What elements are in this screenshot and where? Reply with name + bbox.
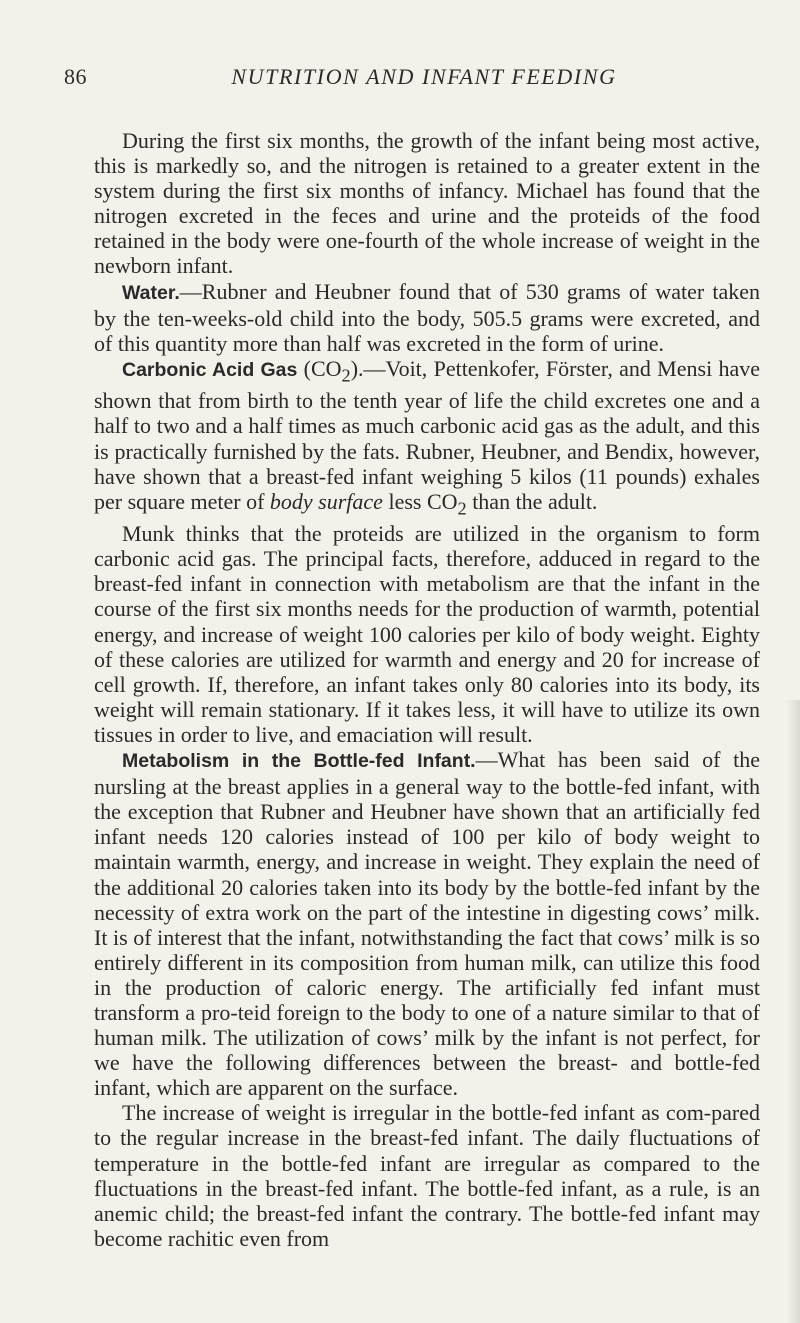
paragraph-text: —What has been said of the nursling at the breast applies in a general way to the bottle-fed infant, with the exception that Rubner and Heubner have shown that an artificially fed infant needs 120 calories instead of 100 per kilo of body weight to maintain warmth, energy, and increase in weight. They explain the need of the additional 20 calories taken into its body by the bottle-fed infant by the necessity of extra work on the part of the intestine in digesting cows’ milk. It is of interest that the infant, notwithstanding the fact that cows’ milk is so entirely different in its composition from human milk, can utilize this food in the production of caloric energy. The artificially fed infant must transform a pro-teid foreign to the body to one of a nature similar to that of human milk. The utilization of cows’ milk by the infant is not perfect, for we have the following differences between the breast- and bottle-fed infant, which are apparent on the surface. [94,747,761,1101]
paragraph-text: .—Voit, Pettenkofer, Förster, and Mensi have shown that from birth to the tenth year of life the child excretes one and a half to two and a half times as much carbonic acid gas as the adult, and this is practically furnished by the fats. Rubner, Heubner, and Bendix, however, have shown that a breast-fed infant weighing 5 kilos (11 pounds) exhales per square meter of [94,355,761,514]
paragraph-bottle-fed-metabolism [94,747,760,1100]
paragraph-munk [94,521,760,747]
page-edge-shadow [786,700,800,1323]
page-number: 86 [64,64,87,89]
italic-emphasis: body surface [269,488,383,514]
paragraph-text: Munk thinks that the proteids are utilized in the organism to form carbonic acid gas. The principal facts, therefore, adduced in regard to the breast-fed infant in connection with metabolism are that the infant in the course of the first six months needs for the production of warmth, potential energy, and increase of weight 100 calories per kilo of body weight. Eighty of these calories are utilized for warmth and energy and 20 for increase of cell growth. If, therefore, an infant takes only 80 calories into its body, its weight will remain stationary. If it takes less, it will have to utilize its own tissues in order to live, and emaciation will result. [94,521,760,747]
paragraph-carbonic-acid-gas [94,356,760,521]
paragraph-weight-increase [94,1100,760,1251]
paragraph-water [94,279,760,356]
paragraph-growth [94,128,760,279]
heading-formula: $(CO_2)$ [297,355,359,386]
paragraph-text: less CO [382,488,458,514]
body-text [94,128,760,1251]
paragraph-text: than the adult. [466,488,598,514]
running-head [64,64,784,94]
subscript: 2 [457,498,467,519]
section-heading-water: Water. [122,281,180,304]
paragraph-text: —Rubner and Heubner found that of 530 grams of water taken by the ten-weeks-old child into the body, 505.5 grams were excreted, and of this quantity more than half was excreted in the form of urine. [94,278,760,356]
paragraph-text: The increase of weight is irregular in the bottle-fed infant as com-pared to the regular increase in the breast-fed infant. The daily fluctuations of temperature in the bottle-fed infant are irregular as compared to the fluctuations in the breast-fed infant. The bottle-fed infant, as a rule, is an anemic child; the breast-fed infant the contrary. The bottle-fed infant may become rachitic even from [94,1100,760,1251]
section-heading-metabolism-bottle-fed: Metabolism in the Bottle-fed Infant. [122,750,476,773]
section-heading-carbonic-acid-gas: Carbonic Acid Gas [122,358,298,381]
paragraph-text: During the first six months, the growth of the infant being most active, this is markedly so, and the nitrogen is retained to a greater extent in the system during the first six months of infancy. Michael has found that the nitrogen excreted in the feces and urine and the proteids of the food retained in the body were one-fourth of the whole increase of weight in the newborn infant. [94,128,760,279]
running-title: NUTRITION AND INFANT FEEDING [231,64,617,89]
